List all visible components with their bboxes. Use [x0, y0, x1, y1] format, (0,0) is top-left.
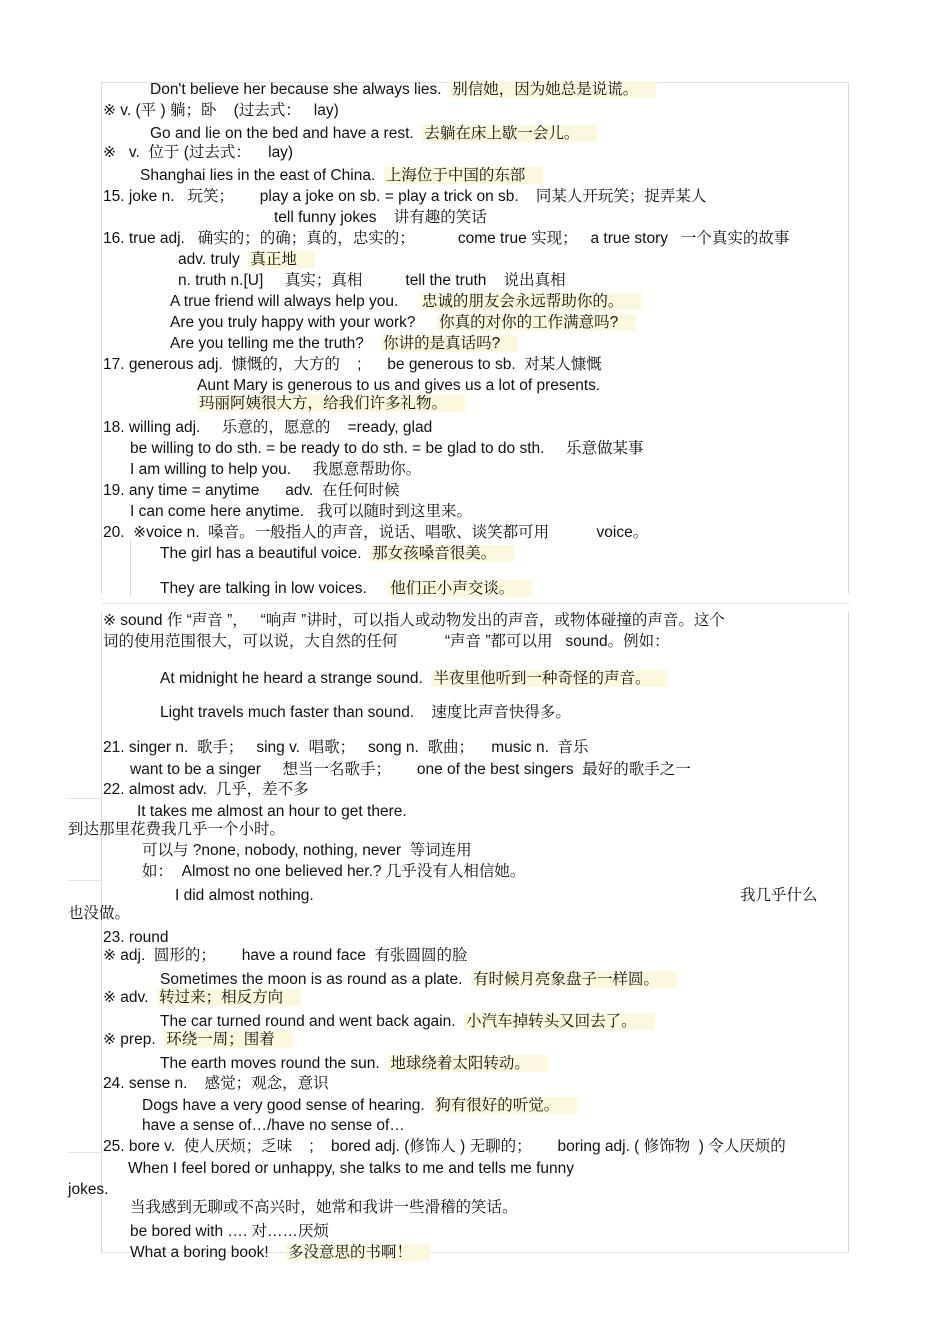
margin-rule-bottom [101, 612, 102, 1252]
text-line [175, 886, 314, 905]
side-box-2 [68, 1152, 102, 1153]
text-segment: have a sense of…/have no sense of… [142, 1117, 405, 1134]
text-segment: 23. round [103, 929, 169, 946]
text-line [170, 334, 518, 353]
margin-rule-top [101, 82, 102, 594]
text-segment: What a boring book! [130, 1244, 286, 1261]
text-line [103, 632, 670, 651]
highlighted-text: 上海位于中国的东部 [384, 167, 544, 184]
highlighted-text: 半夜里他听到一种奇怪的声音。 [431, 670, 668, 687]
highlighted-text: 狗有很好的听觉。 [433, 1097, 577, 1114]
highlighted-text: 那女孩嗓音很美。 [370, 545, 514, 562]
text-segment: 17. generous adj. 慷慨的，大方的 ; be generous to sb. 对某人慷慨 [103, 356, 602, 373]
text-segment: ※ sound 作 “声音 ”， “响声 ”讲时，可以指人或动物发出的声音，或物体碰撞的声音。这个 [103, 612, 725, 629]
text-line [160, 669, 668, 688]
text-line [103, 101, 339, 120]
text-segment: They are talking in low voices. [160, 580, 389, 597]
gap-rule [101, 603, 849, 604]
text-line [103, 229, 789, 248]
highlighted-text: 地球绕着太阳转动。 [388, 1055, 548, 1072]
text-segment: I am willing to help you. 我愿意帮助你。 [130, 461, 422, 478]
text-segment: 19. any time = anytime adv. 在任何时候 [103, 482, 400, 499]
text-segment: n. truth n.[U] 真实；真相 tell the truth 说出真相 [178, 272, 566, 289]
text-line [160, 579, 532, 598]
text-segment: want to be a singer 想当一名歌手； one of the best singers 最好的歌手之一 [130, 761, 691, 778]
text-segment: At midnight he heard a strange sound. [160, 670, 432, 687]
text-line [178, 271, 566, 290]
highlighted-text: 别信她，因为她总是说谎。 [450, 81, 656, 98]
highlighted-text: 忠诚的朋友会永远帮助你的。 [420, 293, 642, 310]
text-line [130, 1198, 518, 1217]
text-segment: 25. bore v. 使人厌烦；乏味 ; bored adj. (修饰人 ) 无聊的； boring adj. ( 修饰物 ) 令人厌烦的 [103, 1138, 786, 1155]
text-line [130, 460, 421, 479]
text-segment: 如： Almost no one believed her.? 几乎没有人相信她。 [142, 863, 526, 880]
text-segment: ※ adv. [103, 989, 158, 1006]
text-line [130, 439, 644, 458]
text-line [68, 820, 285, 839]
text-line [103, 780, 309, 799]
text-line [103, 1030, 293, 1049]
text-segment: Don't believe her because she always lies. [150, 81, 451, 98]
text-line [197, 376, 600, 395]
text-line [137, 802, 407, 821]
text-segment: 到达那里花费我几乎一个小时。 [68, 821, 286, 838]
text-line [103, 523, 648, 542]
text-segment: 当我感到无聊或不高兴时，她常和我讲一些滑稽的笑话。 [130, 1199, 518, 1216]
text-segment: 22. almost adv. 几乎，差不多 [103, 781, 309, 798]
text-line [160, 1012, 655, 1031]
highlighted-text: 你讲的是真话吗? [381, 335, 518, 352]
text-segment: I did almost nothing. [175, 887, 314, 904]
text-line [128, 1159, 574, 1178]
text-segment: It takes me almost an hour to get there. [137, 803, 407, 820]
text-line [142, 862, 525, 881]
text-line [103, 418, 432, 437]
text-segment: 可以与 ?none, nobody, nothing, never 等词连用 [142, 842, 472, 859]
text-segment: Shanghai lies in the east of China. [140, 167, 384, 184]
text-segment: The girl has a beautiful voice. [160, 545, 371, 562]
indent-rule [130, 540, 131, 596]
text-line [160, 703, 571, 722]
text-line [103, 928, 169, 947]
side-box-top [68, 798, 102, 799]
text-line [103, 187, 706, 206]
text-segment: Aunt Mary is generous to us and gives us a lot of presents. [197, 377, 601, 394]
text-line [130, 502, 472, 521]
highlighted-text: 真正地 [248, 251, 315, 268]
text-line [130, 1243, 430, 1262]
text-line [103, 1137, 786, 1156]
text-segment: adv. truly [178, 251, 249, 268]
text-segment: 20. ※voice n. 嗓音。一般指人的声音，说话、唱歌、谈笑都可用 voice。 [103, 524, 649, 541]
text-line [103, 988, 301, 1007]
text-segment: ※ adj. 圆形的； have a round face 有张圆圆的脸 [103, 947, 468, 964]
text-segment: 18. willing adj. 乐意的，愿意的 =ready, glad [103, 419, 433, 436]
text-segment: The car turned round and went back again. [160, 1013, 465, 1030]
text-line [170, 292, 641, 311]
text-line [740, 886, 818, 905]
text-segment: 24. sense n. 感觉；观念，意识 [103, 1075, 329, 1092]
text-line [160, 1054, 548, 1073]
text-line [130, 1222, 329, 1241]
text-line [103, 738, 589, 757]
text-line [140, 166, 543, 185]
right-rule-top [848, 82, 849, 594]
text-segment: When I feel bored or unhappy, she talks to me and tells me funny [128, 1160, 575, 1177]
text-segment: 我几乎什么 [740, 887, 818, 904]
highlighted-text: 转过来；相反方向 [157, 989, 301, 1006]
text-segment: 也没做。 [68, 905, 131, 922]
text-line [150, 124, 597, 143]
text-segment: ※ v. 位于 (过去式： lay) [103, 144, 294, 161]
highlighted-text: 有时候月亮象盘子一样圆。 [471, 971, 677, 988]
text-segment: Dogs have a very good sense of hearing. [142, 1097, 434, 1114]
text-segment: be bored with …. 对……厌烦 [130, 1223, 329, 1240]
highlighted-text: 多没意思的书啊！ [286, 1244, 430, 1261]
text-line [197, 394, 465, 413]
side-box-bottom [68, 880, 102, 881]
text-segment: The earth moves round the sun. [160, 1055, 389, 1072]
text-segment: Are you truly happy with your work? [170, 314, 438, 331]
text-line [170, 313, 636, 332]
text-line [160, 544, 514, 563]
right-rule-bottom [848, 612, 849, 1252]
text-line [178, 250, 315, 269]
highlighted-text: 去躺在床上歇一会儿。 [422, 125, 597, 142]
text-line [142, 1096, 577, 1115]
text-line [103, 611, 725, 630]
text-segment: ※ v. (平 ) 躺；卧 (过去式： lay) [103, 102, 339, 119]
text-segment: jokes. [68, 1181, 109, 1198]
text-line [142, 841, 472, 860]
text-line [130, 760, 691, 779]
text-segment: Light travels much faster than sound. 速度比声音快得多。 [160, 704, 571, 721]
text-line [160, 970, 677, 989]
text-line [103, 143, 293, 162]
highlighted-text: 玛丽阿姨很大方，给我们许多礼物。 [197, 395, 465, 412]
text-line [103, 481, 399, 500]
text-line [103, 355, 602, 374]
text-line [68, 1180, 109, 1199]
text-line [274, 208, 487, 227]
text-segment: 21. singer n. 歌手； sing v. 唱歌； song n. 歌曲； music n. 音乐 [103, 739, 589, 756]
highlighted-text: 环绕一周；围着 [164, 1031, 293, 1048]
text-line [68, 904, 130, 923]
highlighted-text: 他们正小声交谈。 [388, 580, 532, 597]
highlighted-text: 你真的对你的工作满意吗? [437, 314, 636, 331]
text-segment: Sometimes the moon is as round as a plate. [160, 971, 472, 988]
text-segment: ※ prep. [103, 1031, 165, 1048]
text-line [103, 1074, 329, 1093]
text-segment: A true friend will always help you. [170, 293, 420, 310]
text-segment: be willing to do sth. = be ready to do sth. = be glad to do sth. 乐意做某事 [130, 440, 644, 457]
text-segment: I can come here anytime. 我可以随时到这里来。 [130, 503, 472, 520]
text-line [103, 946, 467, 965]
text-segment: 词的使用范围很大，可以说，大自然的任何 “声音 ”都可以用 sound。例如： [103, 633, 670, 650]
text-segment: Are you telling me the truth? [170, 335, 382, 352]
text-segment: Go and lie on the bed and have a rest. [150, 125, 423, 142]
text-segment: 16. true adj. 确实的；的确；真的，忠实的； come true 实现； a true story 一个真实的故事 [103, 230, 790, 247]
text-segment: tell funny jokes 讲有趣的笑话 [274, 209, 487, 226]
text-segment: 15. joke n. 玩笑； play a joke on sb. = play a trick on sb. 同某人开玩笑；捉弄某人 [103, 188, 707, 205]
text-line [142, 1116, 405, 1135]
highlighted-text: 小汽车掉转头又回去了。 [464, 1013, 655, 1030]
text-line [150, 80, 656, 99]
